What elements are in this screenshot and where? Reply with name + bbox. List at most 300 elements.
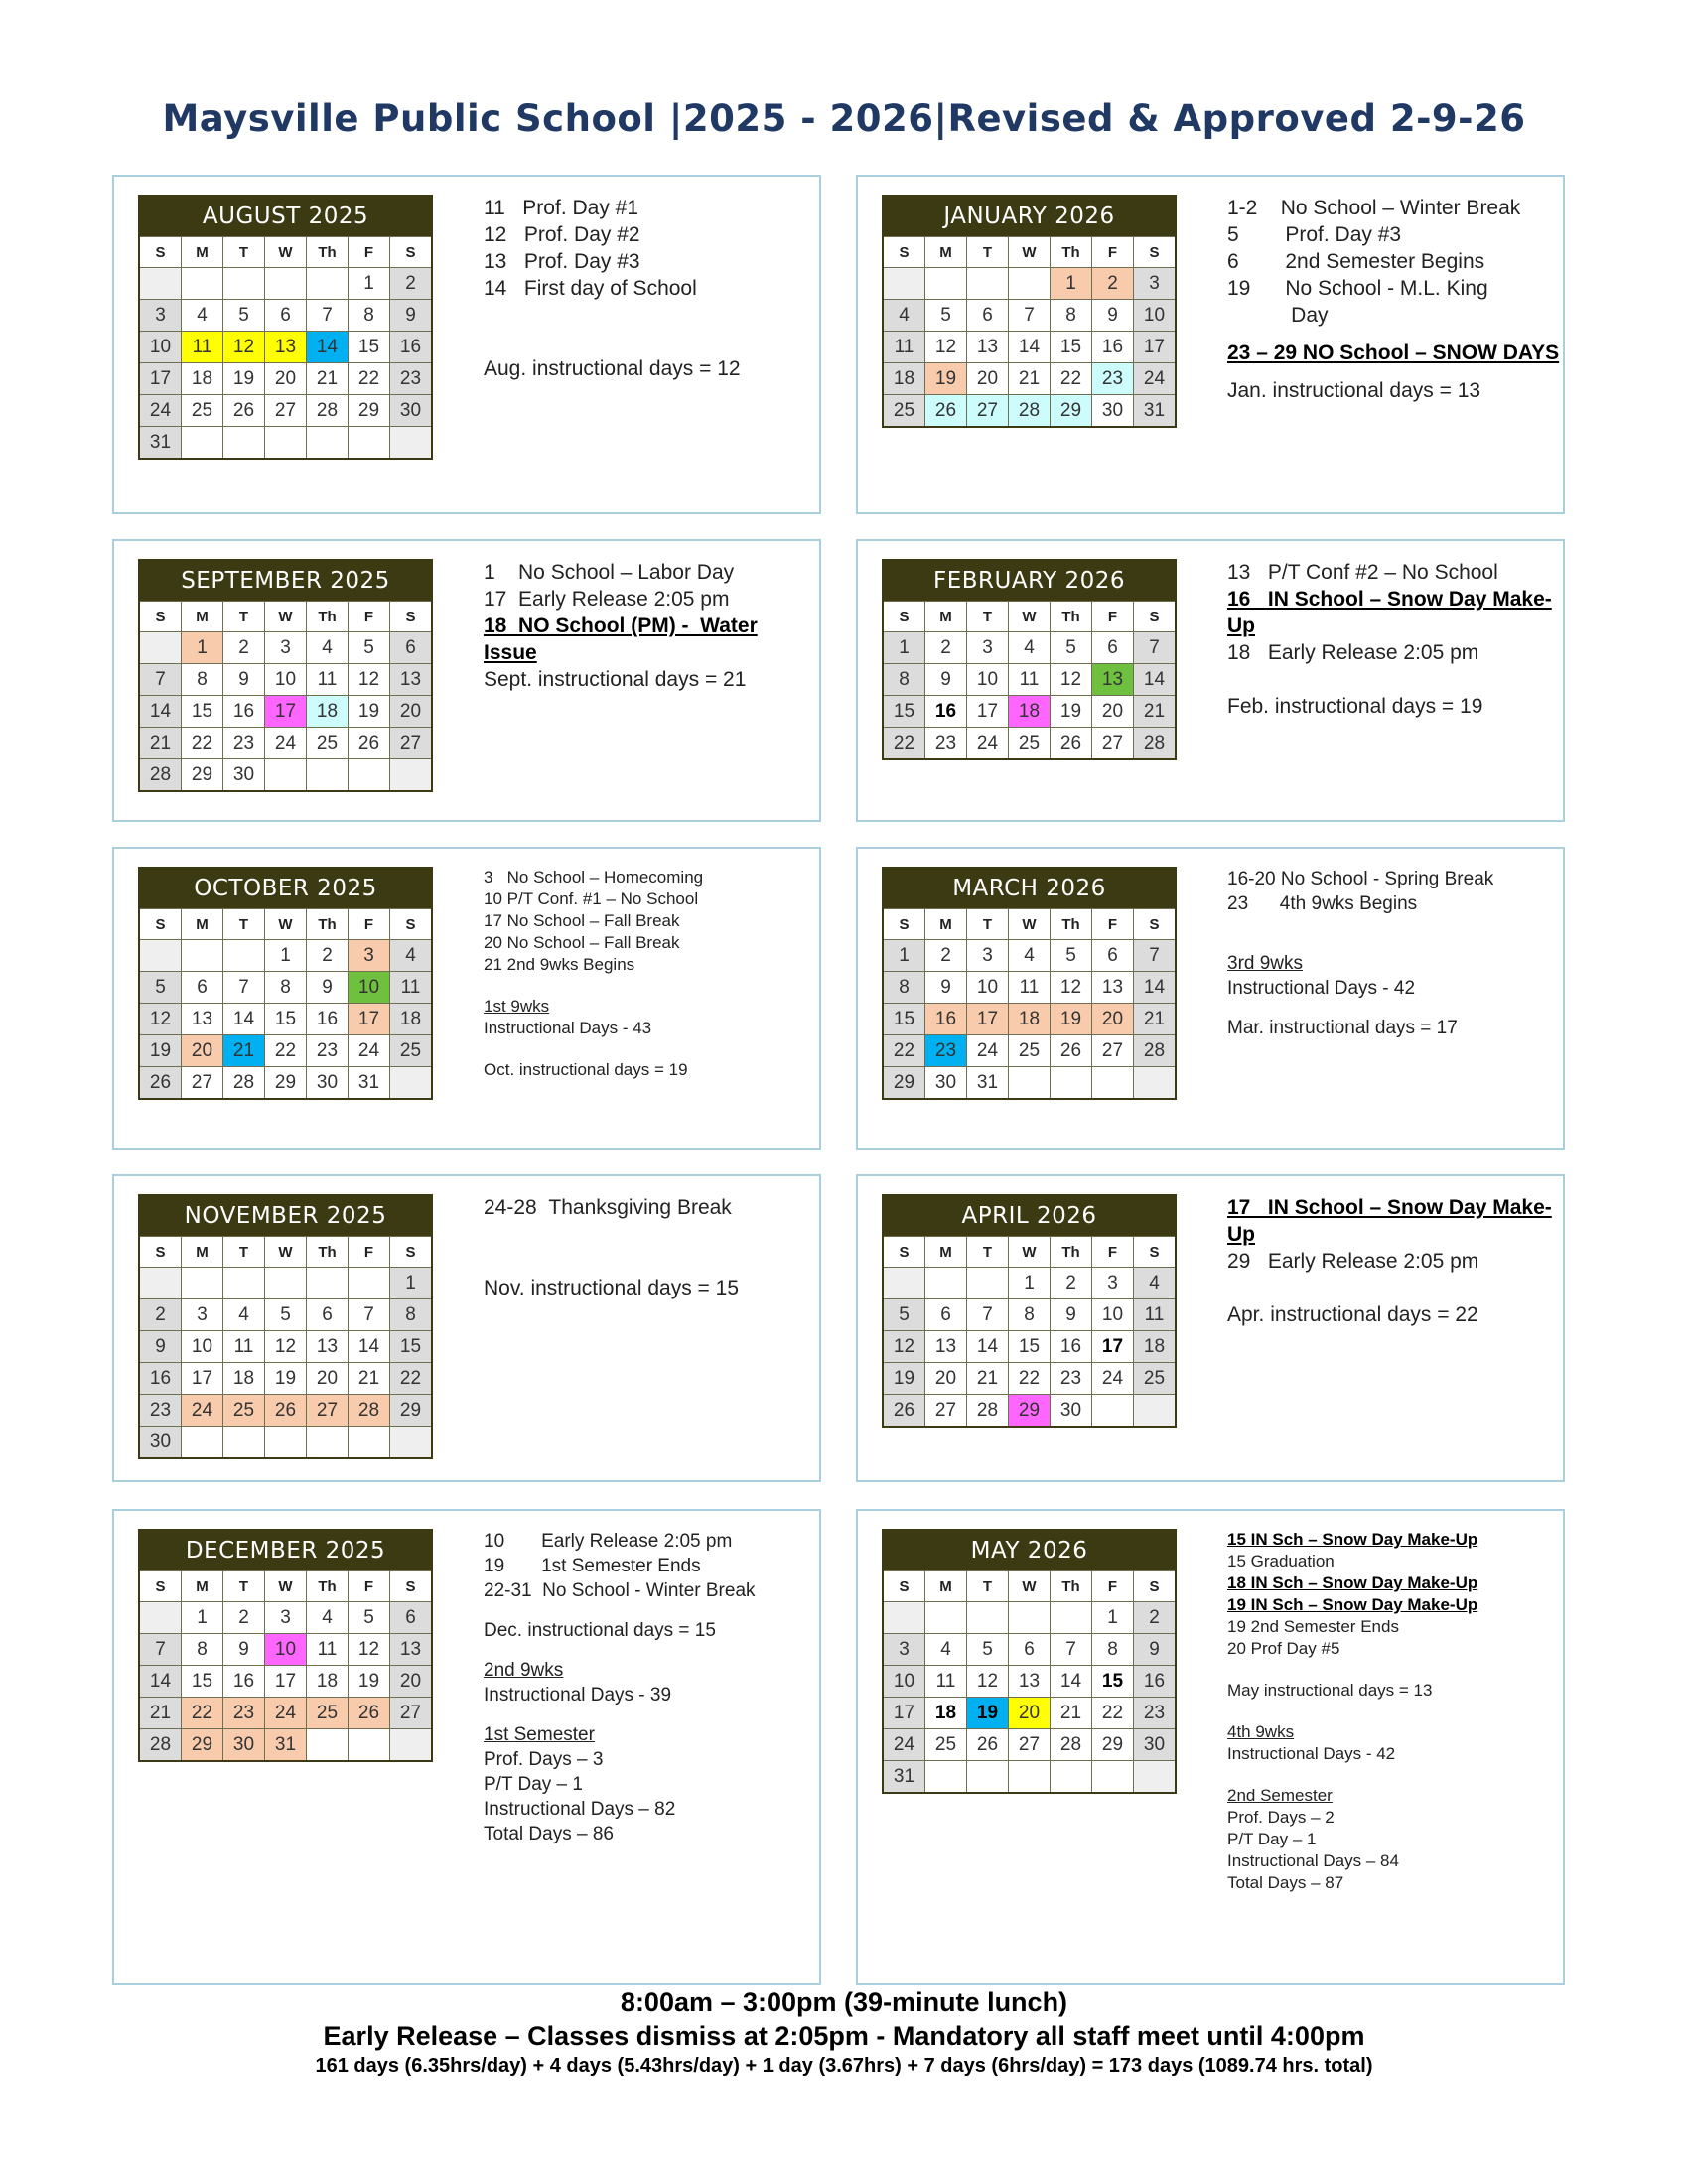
weekday-header: S	[139, 602, 182, 632]
calendar-day: 6	[925, 1299, 967, 1331]
calendar-day: 1	[349, 268, 390, 300]
footer-hours-total: 161 days (6.35hrs/day) + 4 days (5.43hrs/day) + 1 day (3.67hrs) + 7 days (6hrs/day) = 173 days (1089.74 hrs. total)	[315, 2055, 1373, 2077]
calendar-day: 20	[307, 1363, 349, 1395]
weekday-header: T	[967, 909, 1009, 940]
calendar-empty-cell	[390, 427, 433, 460]
calendar-day: 30	[1134, 1729, 1177, 1761]
calendar-day: 27	[265, 395, 307, 427]
calendar-day: 28	[1134, 1035, 1177, 1067]
note-line: 29 Early Release 2:05 pm	[1227, 1250, 1479, 1273]
calendar-day: 11	[883, 332, 925, 363]
calendar-empty-cell	[390, 1729, 433, 1762]
notes-spacer	[1227, 1275, 1555, 1301]
month-calendar	[882, 1529, 1177, 1794]
month-notes	[484, 195, 811, 382]
calendar-day: 12	[349, 664, 390, 696]
note-line: 17 Early Release 2:05 pm	[484, 588, 730, 611]
calendar-empty-cell	[265, 268, 307, 300]
note-line: Apr. instructional days = 22	[1227, 1303, 1478, 1326]
calendar-day: 14	[1134, 664, 1177, 696]
calendar-day: 21	[349, 1363, 390, 1395]
calendar-day: 14	[349, 1331, 390, 1363]
month-panel-january	[856, 175, 1565, 514]
calendar-empty-cell	[182, 940, 223, 972]
calendar-empty-cell	[1092, 1761, 1134, 1794]
calendar-day: 2	[390, 268, 433, 300]
note-line: 23 4th 9wks Begins	[1227, 893, 1418, 914]
calendar-empty-cell	[139, 632, 182, 664]
calendar-day: 22	[182, 1698, 223, 1729]
calendar-day: 10	[883, 1666, 925, 1698]
calendar-day: 3	[883, 1634, 925, 1666]
calendar-day: 6	[265, 300, 307, 332]
calendar-day: 17	[265, 696, 307, 728]
calendar-day: 18	[1009, 696, 1051, 728]
notes-spacer	[484, 1221, 811, 1275]
weekday-header: S	[390, 237, 433, 268]
calendar-day: 5	[1051, 632, 1092, 664]
calendar-day: 17	[967, 1004, 1009, 1035]
calendar-empty-cell	[139, 1602, 182, 1634]
note-line: 13 P/T Conf #2 – No School	[1227, 561, 1498, 584]
calendar-day: 24	[1134, 363, 1177, 395]
note-line: 14 First day of School	[484, 277, 697, 300]
calendar-day: 31	[139, 427, 182, 460]
month-calendar	[138, 559, 433, 792]
calendar-empty-cell	[182, 268, 223, 300]
month-panel-april	[856, 1174, 1565, 1482]
calendar-day: 29	[1051, 395, 1092, 428]
month-notes	[1227, 1529, 1555, 1894]
calendar-day: 29	[265, 1067, 307, 1100]
calendar-day: 14	[139, 1666, 182, 1698]
calendar-empty-cell	[925, 268, 967, 300]
calendar-empty-cell	[223, 1427, 265, 1459]
calendar-day: 9	[925, 664, 967, 696]
calendar-day: 18	[223, 1363, 265, 1395]
calendar-day: 28	[349, 1395, 390, 1427]
calendar-day: 17	[1134, 332, 1177, 363]
calendar-day: 16	[139, 1363, 182, 1395]
weekday-header: S	[139, 237, 182, 268]
calendar-empty-cell	[265, 759, 307, 792]
calendar-day: 4	[1009, 632, 1051, 664]
note-line: 18 IN Sch – Snow Day Make-Up	[1227, 1573, 1478, 1592]
calendar-day: 9	[1134, 1634, 1177, 1666]
month-name: SEPTEMBER 2025	[139, 560, 432, 602]
weekday-header: W	[265, 1237, 307, 1268]
calendar-day: 8	[349, 300, 390, 332]
calendar-day: 23	[307, 1035, 349, 1067]
month-notes	[1227, 867, 1555, 1040]
note-line: 15 IN Sch – Snow Day Make-Up	[1227, 1530, 1478, 1549]
calendar-day: 25	[925, 1729, 967, 1761]
calendar-day: 2	[1051, 1268, 1092, 1299]
weekday-header: Th	[307, 1571, 349, 1602]
calendar-day: 15	[1051, 332, 1092, 363]
calendar-empty-cell	[1051, 1067, 1092, 1100]
calendar-day: 14	[967, 1331, 1009, 1363]
month-calendar	[138, 1529, 433, 1762]
weekday-header: F	[1092, 1237, 1134, 1268]
calendar-day: 10	[967, 972, 1009, 1004]
calendar-day: 23	[1092, 363, 1134, 395]
calendar-day: 28	[139, 759, 182, 792]
calendar-day: 4	[390, 940, 433, 972]
month-panel-october	[112, 847, 821, 1150]
calendar-day: 14	[1051, 1666, 1092, 1698]
calendar-day: 2	[307, 940, 349, 972]
calendar-day: 17	[1092, 1331, 1134, 1363]
calendar-day: 17	[265, 1666, 307, 1698]
month-calendar	[882, 195, 1177, 428]
calendar-day: 24	[182, 1395, 223, 1427]
calendar-day: 20	[182, 1035, 223, 1067]
calendar-day: 12	[139, 1004, 182, 1035]
calendar-day: 17	[967, 696, 1009, 728]
calendar-day: 19	[925, 363, 967, 395]
month-calendar	[138, 195, 433, 460]
calendar-day: 26	[223, 395, 265, 427]
calendar-day: 11	[307, 1634, 349, 1666]
calendar-day: 29	[182, 759, 223, 792]
month-name: MAY 2026	[883, 1530, 1176, 1571]
calendar-day: 24	[265, 1698, 307, 1729]
note-line: 1-2 No School – Winter Break	[1227, 197, 1521, 219]
weekday-header: Th	[1051, 237, 1092, 268]
calendar-day: 14	[307, 332, 349, 363]
calendar-day: 14	[1134, 972, 1177, 1004]
calendar-day: 22	[883, 1035, 925, 1067]
calendar-day: 25	[1009, 1035, 1051, 1067]
calendar-day: 22	[883, 728, 925, 760]
weekday-header: M	[182, 1571, 223, 1602]
calendar-day: 7	[1009, 300, 1051, 332]
weekday-header: Th	[307, 237, 349, 268]
note-line: 19 IN Sch – Snow Day Make-Up	[1227, 1595, 1478, 1614]
calendar-day: 11	[925, 1666, 967, 1698]
note-line: 2nd 9wks	[484, 1660, 564, 1681]
calendar-day: 7	[307, 300, 349, 332]
calendar-day: 7	[1051, 1634, 1092, 1666]
notes-spacer	[1227, 1702, 1555, 1721]
calendar-day: 11	[390, 972, 433, 1004]
calendar-day: 27	[390, 728, 433, 759]
calendar-day: 6	[1092, 940, 1134, 972]
calendar-day: 15	[883, 1004, 925, 1035]
calendar-empty-cell	[349, 427, 390, 460]
calendar-day: 15	[182, 696, 223, 728]
calendar-day: 31	[349, 1067, 390, 1100]
calendar-day: 4	[182, 300, 223, 332]
calendar-day: 15	[265, 1004, 307, 1035]
calendar-day: 30	[1051, 1395, 1092, 1428]
note-line: 1st 9wks	[484, 997, 550, 1016]
calendar-day: 19	[1051, 696, 1092, 728]
calendar-day: 20	[390, 1666, 433, 1698]
calendar-day: 20	[1092, 1004, 1134, 1035]
calendar-empty-cell	[967, 1268, 1009, 1299]
calendar-day: 3	[967, 940, 1009, 972]
weekday-header: S	[883, 909, 925, 940]
calendar-day: 13	[390, 1634, 433, 1666]
notes-spacer	[484, 1707, 811, 1722]
calendar-day: 10	[349, 972, 390, 1004]
calendar-day: 9	[223, 664, 265, 696]
calendar-day: 13	[1009, 1666, 1051, 1698]
weekday-header: M	[925, 237, 967, 268]
weekday-header: T	[223, 1237, 265, 1268]
weekday-header: M	[182, 602, 223, 632]
calendar-day: 3	[265, 632, 307, 664]
calendar-day: 4	[1009, 940, 1051, 972]
month-panel-september	[112, 539, 821, 822]
calendar-day: 26	[967, 1729, 1009, 1761]
note-line: 10 Early Release 2:05 pm	[484, 1531, 733, 1552]
weekday-header: F	[1092, 1571, 1134, 1602]
calendar-day: 5	[1051, 940, 1092, 972]
note-line: Nov. instructional days = 15	[484, 1277, 739, 1299]
calendar-day: 4	[925, 1634, 967, 1666]
calendar-day: 6	[390, 632, 433, 664]
calendar-day: 20	[265, 363, 307, 395]
calendar-day: 18	[182, 363, 223, 395]
weekday-header: W	[265, 909, 307, 940]
calendar-empty-cell	[349, 1729, 390, 1762]
calendar-day: 5	[265, 1299, 307, 1331]
calendar-day: 10	[265, 1634, 307, 1666]
calendar-day: 22	[390, 1363, 433, 1395]
calendar-day: 21	[307, 363, 349, 395]
calendar-empty-cell	[925, 1602, 967, 1634]
note-line: 10 P/T Conf. #1 – No School	[484, 889, 699, 908]
weekday-header: W	[265, 237, 307, 268]
weekday-header: S	[1134, 602, 1177, 632]
month-panel-august	[112, 175, 821, 514]
calendar-day: 24	[1092, 1363, 1134, 1395]
calendar-day: 31	[883, 1761, 925, 1794]
calendar-day: 18	[883, 363, 925, 395]
calendar-empty-cell	[182, 427, 223, 460]
calendar-day: 21	[1134, 696, 1177, 728]
calendar-day: 30	[925, 1067, 967, 1100]
calendar-day: 18	[925, 1698, 967, 1729]
calendar-day: 25	[390, 1035, 433, 1067]
month-name: APRIL 2026	[883, 1195, 1176, 1237]
calendar-day: 5	[925, 300, 967, 332]
calendar-day: 19	[883, 1363, 925, 1395]
calendar-day: 15	[349, 332, 390, 363]
calendar-day: 17	[883, 1698, 925, 1729]
calendar-empty-cell	[139, 268, 182, 300]
calendar-day: 19	[1051, 1004, 1092, 1035]
calendar-day: 9	[1051, 1299, 1092, 1331]
note-line: May instructional days = 13	[1227, 1681, 1433, 1700]
calendar-day: 8	[883, 972, 925, 1004]
calendar-day: 7	[139, 664, 182, 696]
calendar-day: 15	[390, 1331, 433, 1363]
calendar-day: 11	[307, 664, 349, 696]
calendar-day: 5	[967, 1634, 1009, 1666]
weekday-header: S	[883, 1237, 925, 1268]
calendar-empty-cell	[1009, 1761, 1051, 1794]
calendar-day: 8	[1051, 300, 1092, 332]
calendar-day: 14	[139, 696, 182, 728]
calendar-day: 25	[223, 1395, 265, 1427]
weekday-header: Th	[1051, 1237, 1092, 1268]
calendar-day: 30	[139, 1427, 182, 1459]
calendar-day: 25	[883, 395, 925, 428]
notes-spacer	[1227, 666, 1555, 693]
calendar-day: 22	[1092, 1698, 1134, 1729]
calendar-day: 6	[1092, 632, 1134, 664]
notes-spacer	[484, 302, 811, 355]
calendar-day: 16	[390, 332, 433, 363]
calendar-day: 25	[1009, 728, 1051, 760]
calendar-empty-cell	[1009, 268, 1051, 300]
calendar-empty-cell	[223, 427, 265, 460]
note-line: Oct. instructional days = 19	[484, 1060, 688, 1079]
calendar-day: 10	[182, 1331, 223, 1363]
calendar-day: 30	[307, 1067, 349, 1100]
calendar-day: 28	[223, 1067, 265, 1100]
note-line: 16-20 No School - Spring Break	[1227, 869, 1494, 889]
calendar-empty-cell	[265, 427, 307, 460]
weekday-header: S	[139, 909, 182, 940]
calendar-day: 1	[883, 632, 925, 664]
calendar-day: 13	[265, 332, 307, 363]
calendar-day: 7	[349, 1299, 390, 1331]
calendar-day: 3	[265, 1602, 307, 1634]
weekday-header: S	[883, 602, 925, 632]
calendar-day: 13	[1092, 664, 1134, 696]
weekday-header: T	[223, 237, 265, 268]
note-line: 12 Prof. Day #2	[484, 223, 640, 246]
weekday-header: W	[1009, 1237, 1051, 1268]
weekday-header: W	[1009, 1571, 1051, 1602]
calendar-empty-cell	[1134, 1067, 1177, 1100]
calendar-day: 2	[223, 632, 265, 664]
calendar-day: 3	[1092, 1268, 1134, 1299]
weekday-header: S	[883, 237, 925, 268]
calendar-day: 11	[1009, 664, 1051, 696]
note-line: Instructional Days – 84	[1227, 1851, 1399, 1870]
calendar-day: 15	[182, 1666, 223, 1698]
calendar-day: 6	[967, 300, 1009, 332]
calendar-day: 1	[1009, 1268, 1051, 1299]
weekday-header: Th	[1051, 602, 1092, 632]
calendar-day: 27	[390, 1698, 433, 1729]
calendar-day: 7	[967, 1299, 1009, 1331]
calendar-day: 22	[1051, 363, 1092, 395]
calendar-day: 19	[223, 363, 265, 395]
weekday-header: M	[925, 602, 967, 632]
note-line: 6 2nd Semester Begins	[1227, 250, 1485, 273]
note-line: 3 No School – Homecoming	[484, 868, 704, 887]
calendar-day: 21	[139, 728, 182, 759]
calendar-day: 30	[223, 1729, 265, 1762]
note-line: Feb. instructional days = 19	[1227, 695, 1483, 718]
note-line: 4th 9wks	[1227, 1722, 1295, 1741]
weekday-header: T	[967, 1237, 1009, 1268]
calendar-day: 25	[1134, 1363, 1177, 1395]
calendar-day: 15	[1092, 1666, 1134, 1698]
calendar-day: 28	[307, 395, 349, 427]
weekday-header: F	[349, 237, 390, 268]
calendar-day: 3	[349, 940, 390, 972]
calendar-empty-cell	[139, 940, 182, 972]
calendar-day: 1	[182, 632, 223, 664]
calendar-day: 6	[307, 1299, 349, 1331]
calendar-day: 10	[1092, 1299, 1134, 1331]
calendar-empty-cell	[1092, 1067, 1134, 1100]
weekday-header: S	[390, 602, 433, 632]
note-line: 16 IN School – Snow Day Make-Up	[1227, 588, 1552, 637]
weekday-header: Th	[1051, 1571, 1092, 1602]
month-notes	[484, 1529, 811, 1846]
weekday-header: T	[223, 1571, 265, 1602]
calendar-day: 8	[1092, 1634, 1134, 1666]
calendar-day: 23	[1134, 1698, 1177, 1729]
note-line: Instructional Days - 39	[484, 1685, 672, 1706]
calendar-day: 16	[223, 1666, 265, 1698]
calendar-day: 13	[925, 1331, 967, 1363]
calendar-day: 7	[139, 1634, 182, 1666]
calendar-day: 24	[139, 395, 182, 427]
calendar-day: 7	[1134, 940, 1177, 972]
calendar-day: 26	[925, 395, 967, 428]
weekday-header: M	[925, 1571, 967, 1602]
calendar-day: 11	[223, 1331, 265, 1363]
weekday-header: S	[139, 1237, 182, 1268]
calendar-day: 20	[1009, 1698, 1051, 1729]
calendar-day: 4	[883, 300, 925, 332]
calendar-empty-cell	[390, 759, 433, 792]
month-name: JANUARY 2026	[883, 196, 1176, 237]
note-line: 18 Early Release 2:05 pm	[1227, 641, 1479, 664]
calendar-day: 28	[967, 1395, 1009, 1428]
calendar-empty-cell	[139, 1268, 182, 1299]
calendar-day: 5	[349, 632, 390, 664]
calendar-day: 5	[349, 1602, 390, 1634]
calendar-empty-cell	[307, 1268, 349, 1299]
calendar-day: 19	[967, 1698, 1009, 1729]
calendar-day: 22	[349, 363, 390, 395]
calendar-day: 6	[1009, 1634, 1051, 1666]
calendar-empty-cell	[265, 1268, 307, 1299]
calendar-day: 15	[1009, 1331, 1051, 1363]
month-notes	[484, 559, 811, 693]
calendar-day: 26	[349, 1698, 390, 1729]
calendar-day: 12	[883, 1331, 925, 1363]
calendar-day: 19	[139, 1035, 182, 1067]
calendar-day: 10	[265, 664, 307, 696]
note-line: 13 Prof. Day #3	[484, 250, 640, 273]
notes-spacer	[484, 1603, 811, 1618]
note-line: 21 2nd 9wks Begins	[484, 955, 635, 974]
calendar-day: 21	[1009, 363, 1051, 395]
note-line: 20 Prof Day #5	[1227, 1639, 1340, 1658]
month-name: MARCH 2026	[883, 868, 1176, 909]
calendar-day: 29	[883, 1067, 925, 1100]
calendar-empty-cell	[307, 759, 349, 792]
weekday-header: T	[223, 909, 265, 940]
calendar-day: 9	[390, 300, 433, 332]
calendar-day: 3	[1134, 268, 1177, 300]
calendar-day: 6	[390, 1602, 433, 1634]
calendar-day: 18	[390, 1004, 433, 1035]
note-line: Dec. instructional days = 15	[484, 1620, 716, 1641]
